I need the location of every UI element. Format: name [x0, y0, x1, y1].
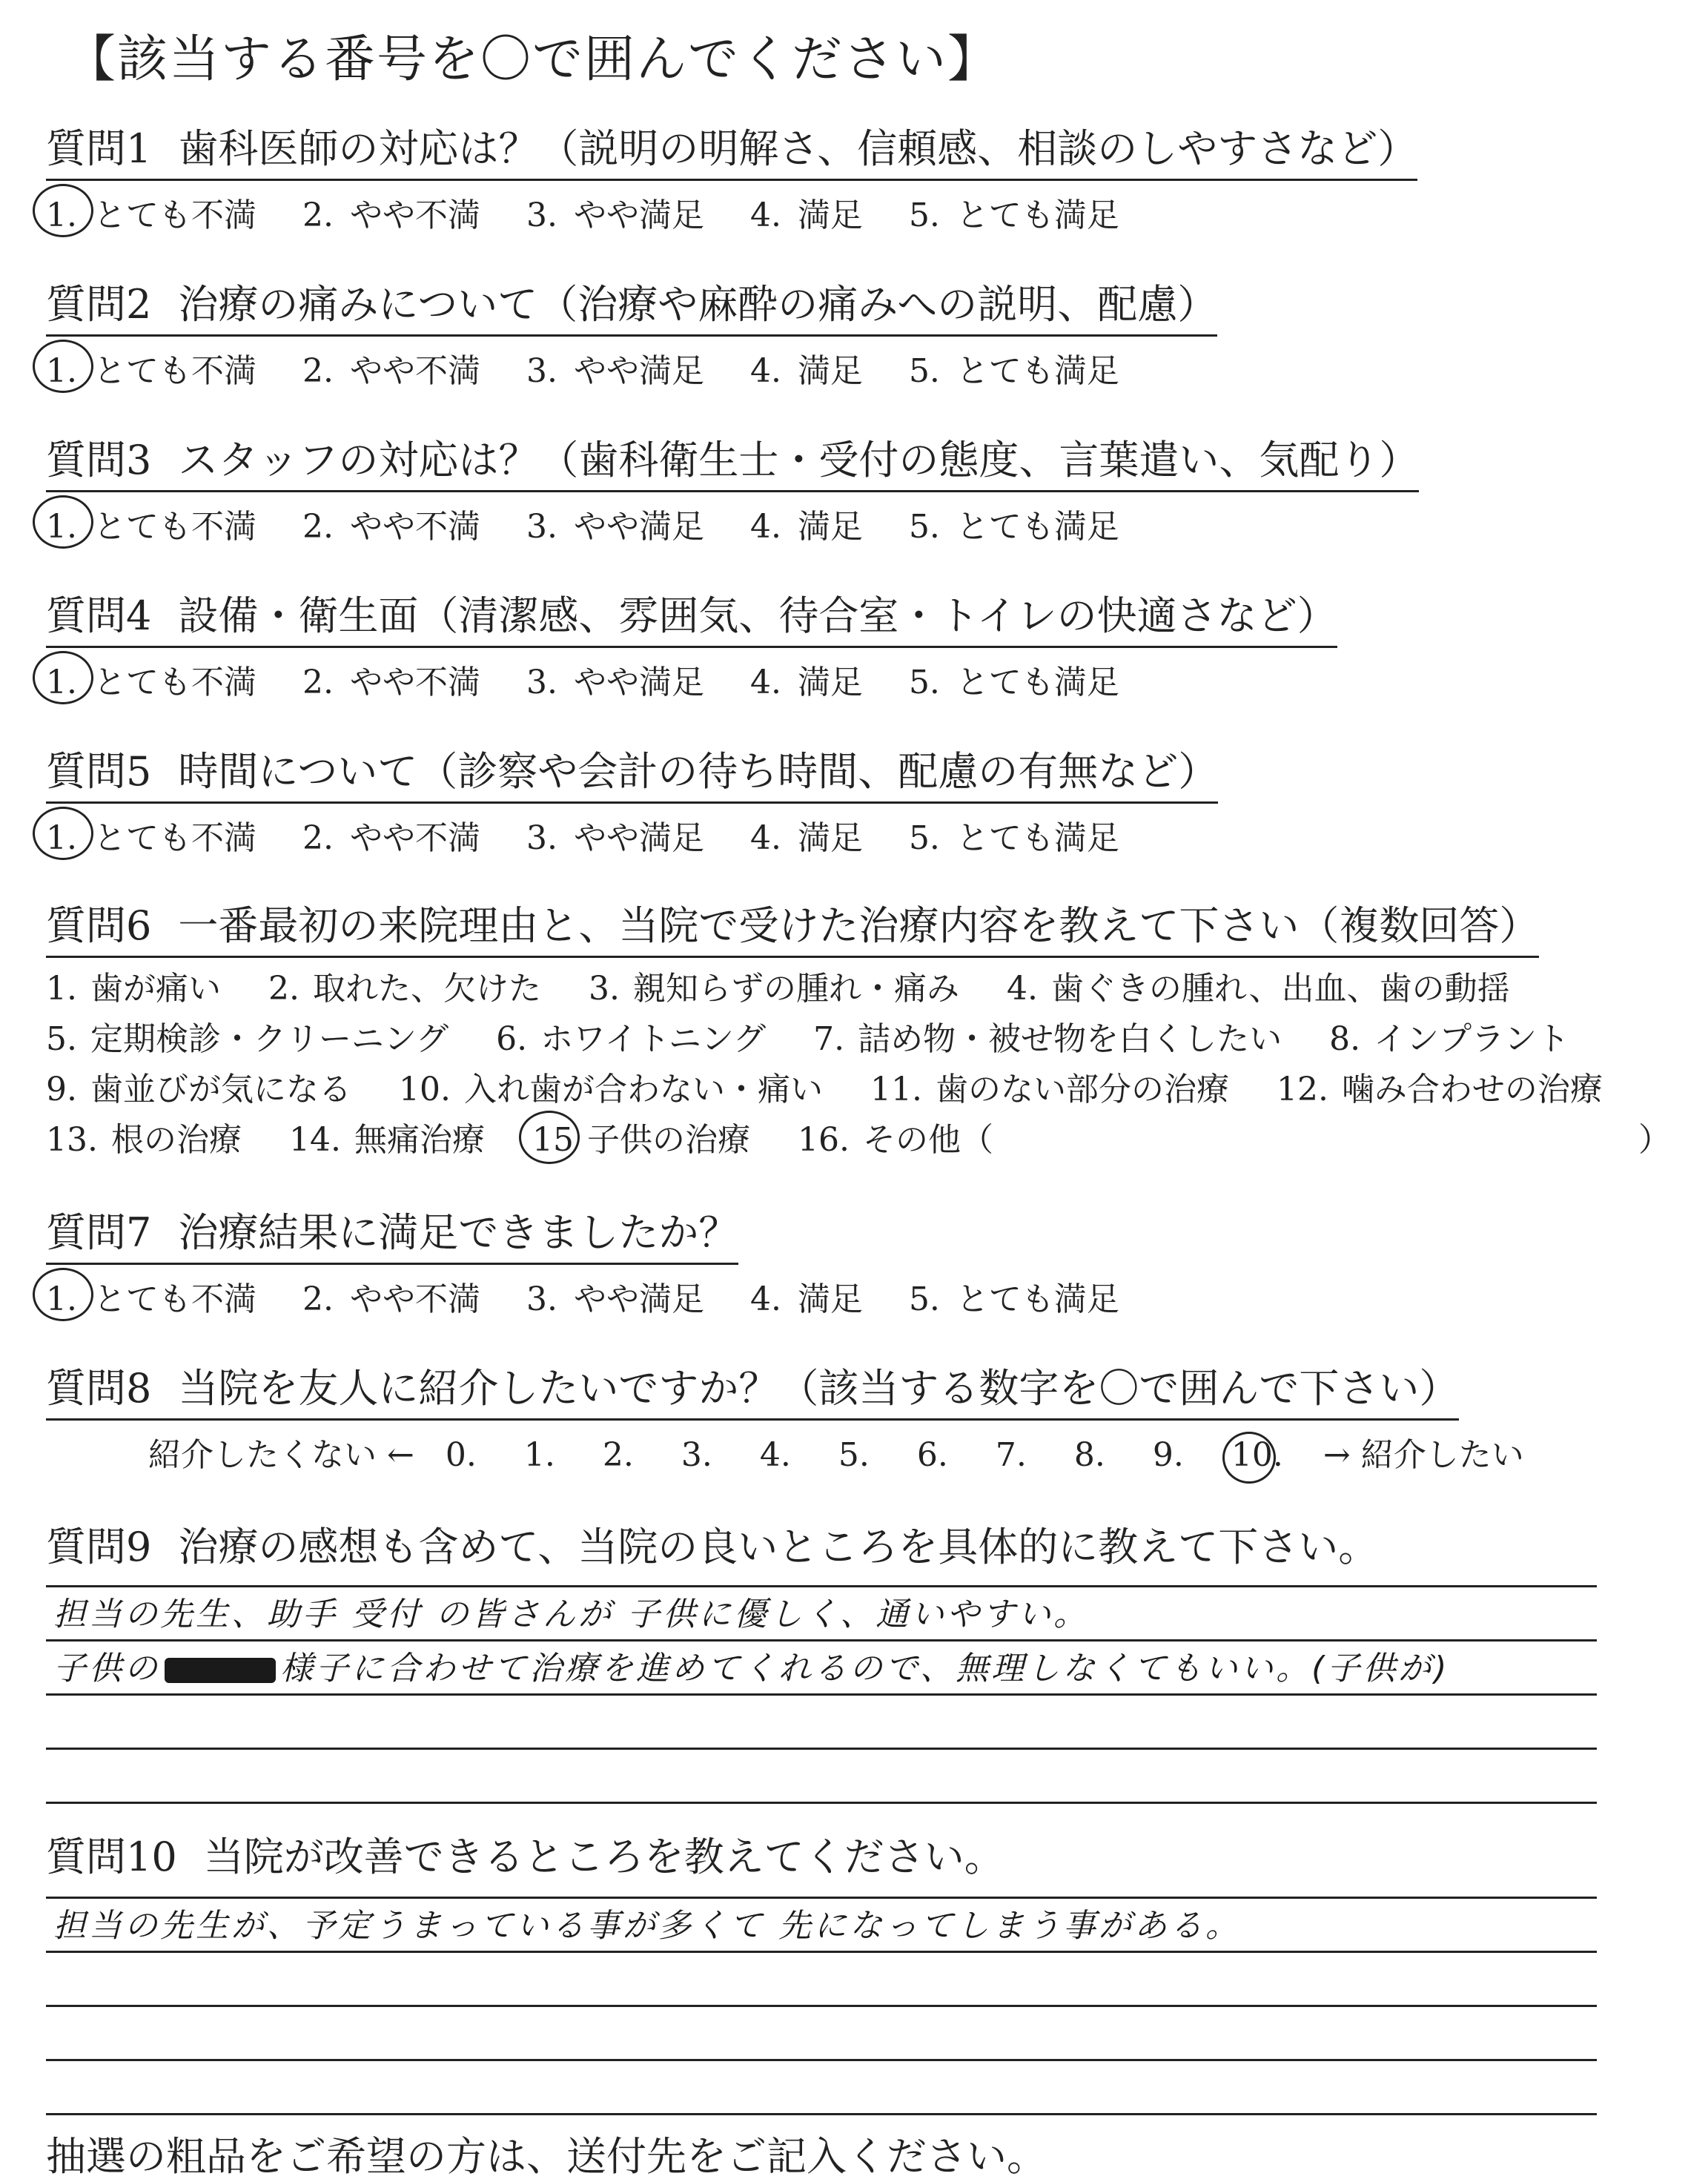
question-2-title [46, 273, 1217, 337]
answer-line [46, 2007, 1597, 2061]
q6-other-close-paren: ） [1638, 1121, 1671, 1159]
q4-option-4[interactable]: 4. 満足 [749, 664, 863, 701]
answer-line [46, 1533, 1597, 1587]
q6-row-2 [46, 1014, 1640, 1065]
q6-row-3 [46, 1065, 1640, 1115]
q2-option-2[interactable]: 2. やや不満 [302, 352, 480, 390]
q6-option-13[interactable]: 13. 根の治療 [46, 1121, 242, 1159]
question-2-options [46, 344, 1217, 391]
scale-left-label: 紹介したくない ← [148, 1436, 414, 1474]
question-7-title [46, 1201, 738, 1265]
question-5-title [46, 740, 1218, 804]
scale-option-4[interactable]: 4. [759, 1436, 791, 1474]
q6-option-3[interactable]: 3. 親知らずの腫れ・痛み [588, 970, 959, 1008]
question-1 [46, 117, 1417, 236]
q4-option-5[interactable]: 5. とても満足 [908, 664, 1119, 701]
q3-option-5[interactable]: 5. とても満足 [908, 508, 1119, 546]
question-9-label: 質問9 [46, 1524, 152, 1570]
scale-option-8[interactable]: 8. [1073, 1436, 1105, 1474]
scale-option-5[interactable]: 5. [838, 1436, 870, 1474]
answer-line [46, 1750, 1597, 1804]
q2-option-3[interactable]: 3. やや満足 [526, 352, 704, 390]
q3-option-1[interactable]: 1. とても不満 [46, 500, 256, 547]
q3-option-4[interactable]: 4. 満足 [749, 508, 863, 546]
q2-option-4[interactable]: 4. 満足 [749, 352, 863, 390]
q6-option-4[interactable]: 4. 歯ぐきの腫れ、出血、歯の動揺 [1006, 970, 1510, 1008]
q6-option-11[interactable]: 11. 歯のない部分の治療 [870, 1071, 1229, 1108]
q6-row-1 [46, 964, 1640, 1014]
question-5-label: 質問5 [46, 748, 152, 795]
q4-option-3[interactable]: 3. やや満足 [526, 664, 704, 701]
q7-option-3[interactable]: 3. やや満足 [526, 1280, 704, 1318]
question-1-text: 歯科医師の対応は？（説明の明解さ、信頼感、相談のしやすさなど） [178, 125, 1418, 172]
q10-handwritten-line-1: 担当の先生が、予定うまっている事が多くて 先になってしまう事がある。 [53, 1907, 1241, 1945]
answer-line [46, 2061, 1597, 2115]
scale-right-label: → 紹介したい [1323, 1436, 1524, 1474]
question-5-options [46, 811, 1218, 859]
q7-option-4[interactable]: 4. 満足 [749, 1280, 863, 1318]
q1-option-1[interactable]: 1. とても不満 [46, 188, 256, 236]
q6-option-5[interactable]: 5. 定期検診・クリーニング [46, 1020, 449, 1058]
question-3-text: スタッフの対応は？（歯科衛生士・受付の態度、言葉遣い、気配り） [178, 437, 1420, 483]
q2-option-5[interactable]: 5. とても満足 [908, 352, 1119, 390]
q1-option-5[interactable]: 5. とても満足 [908, 196, 1119, 234]
question-4-title [46, 584, 1337, 648]
q5-option-3[interactable]: 3. やや満足 [526, 819, 704, 857]
answer-line [46, 1845, 1597, 1899]
q7-option-1[interactable]: 1. とても不満 [46, 1272, 256, 1320]
question-3-title [46, 429, 1419, 492]
q2-option-1[interactable]: 1. とても不満 [46, 344, 256, 391]
question-2 [46, 273, 1217, 391]
question-10-answer-area[interactable] [46, 1845, 1597, 2115]
q6-option-10[interactable]: 10. 入れ歯が合わない・痛い [398, 1071, 823, 1108]
q7-option-2[interactable]: 2. やや不満 [302, 1280, 480, 1318]
q5-option-5[interactable]: 5. とても満足 [908, 819, 1119, 857]
scale-option-9[interactable]: 9. [1152, 1436, 1184, 1474]
question-3 [46, 429, 1419, 547]
q1-option-3[interactable]: 3. やや満足 [526, 196, 704, 234]
scale-option-10[interactable]: 10. [1231, 1436, 1313, 1474]
footer-note: 抽選の粗品をご希望の方は、送付先をご記入ください。 [46, 2133, 1047, 2180]
q5-option-2[interactable]: 2. やや不満 [302, 819, 480, 857]
q6-option-12[interactable]: 12. 噛み合わせの治療 [1276, 1071, 1603, 1108]
q1-option-4[interactable]: 4. 満足 [749, 196, 863, 234]
question-6-label: 質問6 [46, 902, 152, 949]
q6-option-9[interactable]: 9. 歯並びが気になる [46, 1071, 351, 1108]
scale-option-0[interactable]: 0. [445, 1436, 477, 1474]
question-2-text: 治療の痛みについて（治療や麻酔の痛みへの説明、配慮） [178, 281, 1218, 328]
question-8 [46, 1357, 1545, 1475]
q9-handwritten-line-2: 子供の 様子に合わせて治療を進めてくれるので、無理しなくてもいい。(子供が) [53, 1650, 1450, 1687]
answer-line [46, 1587, 1597, 1642]
question-1-options [46, 188, 1417, 236]
q6-option-1[interactable]: 1. 歯が痛い [46, 970, 221, 1008]
question-6 [46, 894, 1671, 1166]
scale-option-2[interactable]: 2. [602, 1436, 634, 1474]
scale-option-6[interactable]: 6. [916, 1436, 948, 1474]
page-header: 【該当する番号を〇で囲んでください】 [65, 30, 1000, 89]
question-8-label: 質問8 [46, 1365, 152, 1412]
q1-option-2[interactable]: 2. やや不満 [302, 196, 480, 234]
q3-option-3[interactable]: 3. やや満足 [526, 508, 704, 546]
question-3-options [46, 500, 1419, 547]
question-6-text: 一番最初の来院理由と、当院で受けた治療内容を教えて下さい（複数回答） [178, 902, 1540, 949]
q6-option-7[interactable]: 7. 詰め物・被せ物を白くしたい [813, 1020, 1282, 1058]
q6-option-2[interactable]: 2. 取れた、欠けた [268, 970, 541, 1008]
q6-option-15[interactable]: 15 子供の治療 [532, 1115, 750, 1166]
question-1-label: 質問1 [46, 125, 152, 172]
scale-option-1[interactable]: 1. [523, 1436, 555, 1474]
q7-option-5[interactable]: 5. とても満足 [908, 1280, 1119, 1318]
answer-line [46, 1953, 1597, 2007]
q9-handwritten-line-1: 担当の先生、助手 受付 の皆さんが 子供に優しく、通いやすい。 [53, 1596, 1090, 1633]
question-2-label: 質問2 [46, 281, 152, 328]
question-5-text: 時間について（診察や会計の待ち時間、配慮の有無など） [178, 748, 1219, 795]
question-1-title [46, 117, 1417, 181]
question-8-text: 当院を友人に紹介したいですか？（該当する数字を〇で囲んで下さい） [178, 1365, 1460, 1412]
answer-line [46, 1899, 1597, 1953]
q6-option-8[interactable]: 8. インプラント [1329, 1020, 1570, 1058]
question-4-options [46, 655, 1337, 703]
question-7 [46, 1201, 1155, 1320]
q4-option-2[interactable]: 2. やや不満 [302, 664, 480, 701]
question-4-label: 質問4 [46, 592, 152, 639]
q5-option-1[interactable]: 1. とても不満 [46, 811, 256, 859]
answer-line [46, 1642, 1597, 1696]
question-6-options [46, 964, 1671, 1166]
question-9-text: 治療の感想も含めて、当院の良いところを具体的に教えて下さい。 [178, 1524, 1379, 1570]
question-7-label: 質問7 [46, 1209, 152, 1256]
scribbled-out-text [165, 1658, 276, 1683]
q6-option-14[interactable]: 14. 無痛治療 [288, 1121, 485, 1159]
question-7-text: 治療結果に満足できましたか？ [178, 1209, 739, 1256]
question-10-text: 当院が改善できるところを教えてください。 [203, 1834, 1004, 1880]
question-4 [46, 584, 1337, 703]
question-4-text: 設備・衛生面（清潔感、雰囲気、待合室・トイレの快適さなど） [178, 592, 1337, 639]
scale-option-7[interactable]: 7. [995, 1436, 1027, 1474]
q3-option-2[interactable]: 2. やや不満 [302, 508, 480, 546]
question-6-title [46, 894, 1539, 958]
q6-option-16[interactable]: 16. その他（ [797, 1121, 993, 1159]
q6-option-6[interactable]: 6. ホワイトニング [496, 1020, 767, 1058]
q6-row-4 [46, 1115, 1671, 1166]
question-3-label: 質問3 [46, 437, 152, 483]
question-5 [46, 740, 1218, 859]
scale-option-3[interactable]: 3. [681, 1436, 712, 1474]
q5-option-4[interactable]: 4. 満足 [749, 819, 863, 857]
question-7-options [46, 1272, 1155, 1320]
question-8-scale [148, 1428, 1545, 1475]
question-9-answer-area[interactable] [46, 1533, 1597, 1804]
q4-option-1[interactable]: 1. とても不満 [46, 655, 256, 703]
question-10-label: 質問10 [46, 1834, 177, 1880]
question-8-title [46, 1357, 1459, 1421]
answer-line [46, 1696, 1597, 1750]
